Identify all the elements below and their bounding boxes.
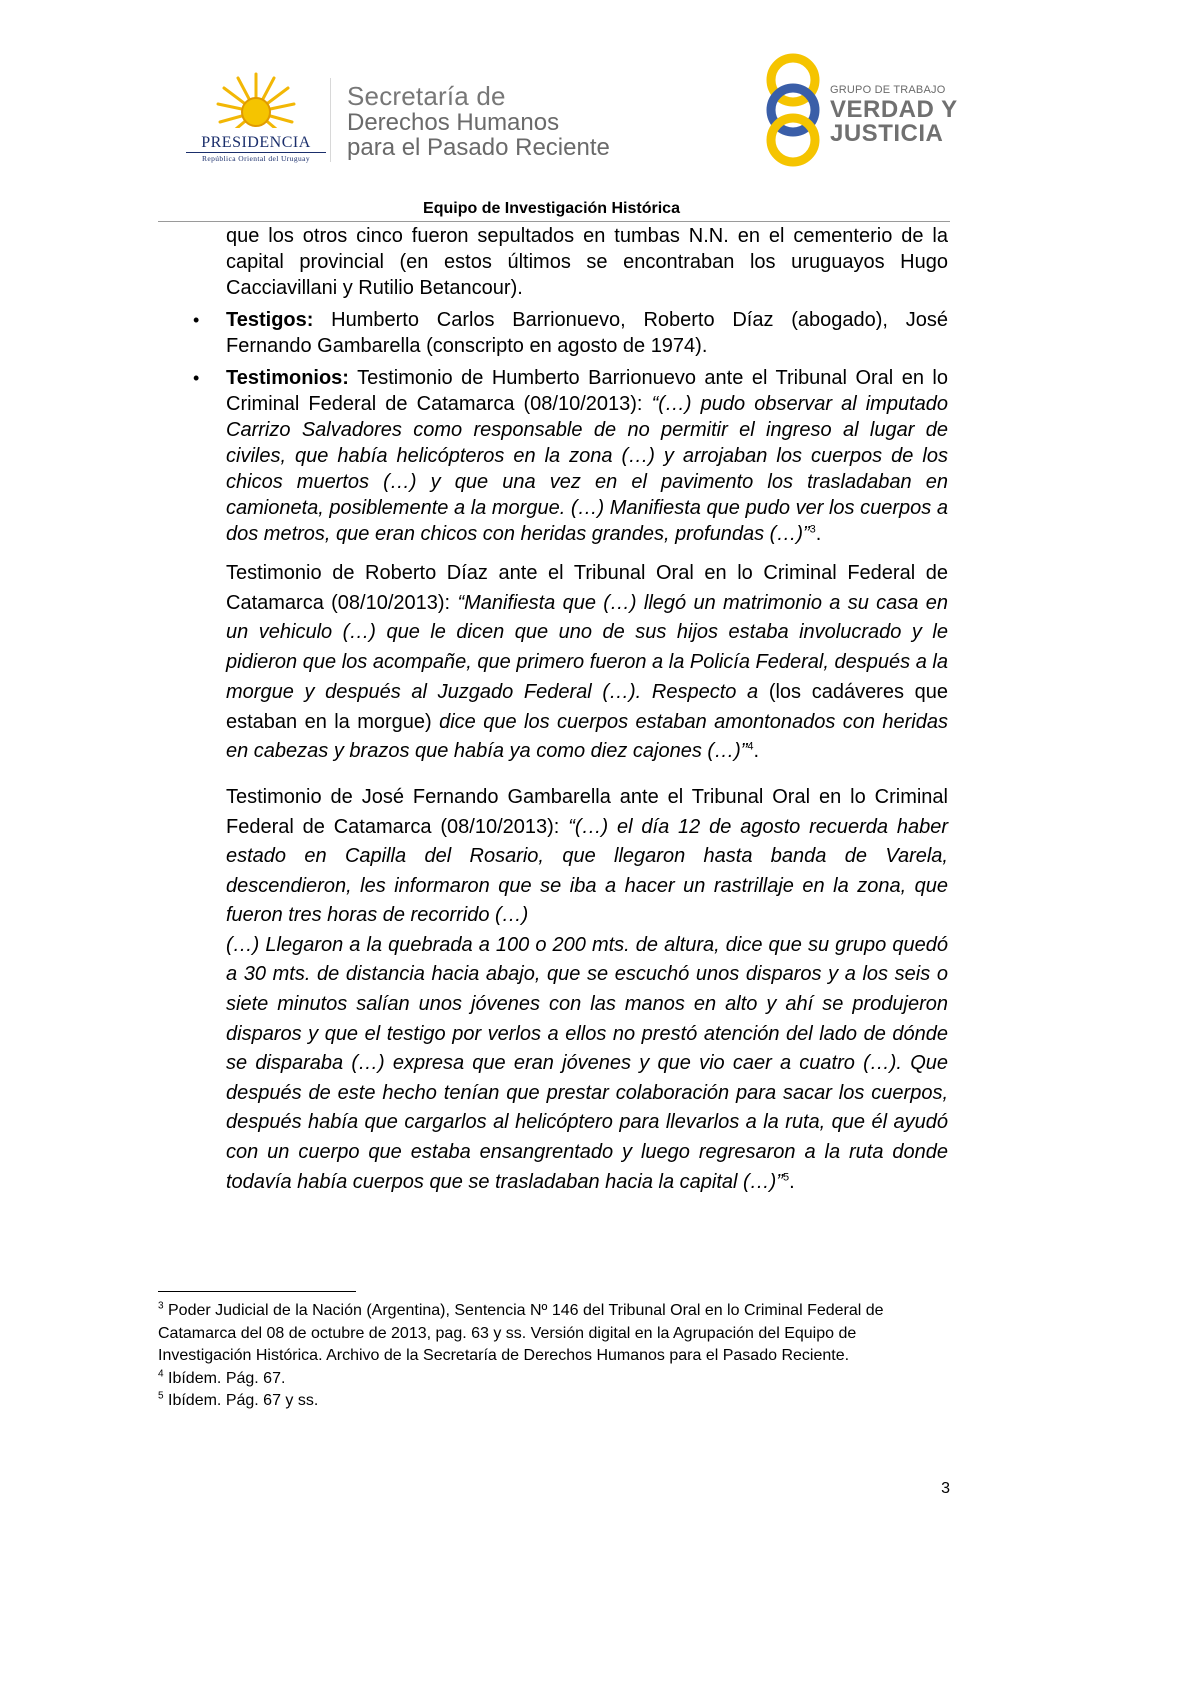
testigos-paragraph [226,307,948,359]
gambarella-quote-part2: (…) Llegaron a la quebrada a 100 o 200 mts. de altura, dice que su grupo quedó a 30 mts. de distancia hacia abajo, que se escuchó unos disparos y a los seis o siete minutos salían unos jóvenes con las manos en alto y ahí se produjeron disparos y que el testigo por verlos a ellos no prestó atención del lado de dónde se disparaba (…) expresa que eran jóvenes y que vio caer a cuatro (…). Que después de este hecho tenían que prestar colaboración para sacar los cuerpos, después había que cargarlos al helicóptero para llevarlos a la ruta, que él ayudó con un cuerpo que estaba ensangrentado y luego regresaron a la ruta donde todavía había cuerpos que se trasladaban hacia la capital (…)” [226,933,948,1193]
list-item-testimonios [193,365,949,547]
footnote-text: Poder Judicial de la Nación (Argentina), Sentencia Nº 146 del Tribunal Oral en lo Criminal Federal de Catamarca del 08 de octubre de 2013, pag. 63 y ss. Versión digital en la Agrupación del Equipo de Investigación Histórica. Archivo de la Secretaría de Derechos Humanos para el Pasado Reciente. [158,1302,884,1364]
presidencia-title: PRESIDENCIA [201,134,311,151]
page-header [0,0,1103,230]
interlocked-rings-icon [760,52,826,168]
secretaria-line-3: para el Pasado Reciente [347,134,610,161]
footnotes [158,1300,948,1413]
justicia-label: JUSTICIA [830,120,944,147]
testimonios-intro: Testimonio de Humberto Barrionuevo ante el Tribunal Oral en lo Criminal Federal de Catamarca (08/10/2013): [226,367,948,415]
testimonios-label: Testimonios: [226,367,349,389]
secretaria-logo-text [347,82,610,160]
testigos-text: Humberto Carlos Barrionuevo, Roberto Díaz (abogado), José Fernando Gambarella (conscripto en agosto de 1974). [226,309,948,357]
footnote-ref-4: 4 [747,740,754,753]
diaz-intro: Testimonio de Roberto Díaz ante el Tribunal Oral en lo Criminal Federal de Catamarca (08/10/2013): [226,562,948,614]
secretaria-line-1: Secretaría de [347,81,506,111]
page-number: 3 [941,1480,950,1497]
header-rule [158,221,950,222]
diaz-quote-part1: “Manifiesta que (…) llegó un matrimonio a su casa en un vehiculo (…) que le dicen que uno de sus hijos estaba involucrado y le pidieron que los acompañe, que primero fueron a la Policía Federal, después a la morgue y después al Juzgado Federal (…). Respecto a [226,591,948,703]
list-item-testigos [193,307,948,359]
gambarella-intro: Testimonio de José Fernando Gambarella ante el Tribunal Oral en lo Criminal Federal de Catamarca (08/10/2013): [226,785,948,838]
presidencia-rule [186,152,326,153]
end-period: . [753,740,760,763]
sun-emblem-icon [216,72,296,138]
testimonios-paragraph [226,365,948,547]
footnote-ref-5: 5 [783,1170,790,1183]
diaz-quote-part2: dice que los cuerpos estaban amontonados con heridas en cabezas y brazos que había ya como diez cajones (…)” [226,710,948,763]
footnote [158,1390,948,1413]
verdad-label: VERDAD Y [830,96,958,123]
presidencia-subtitle: República Oriental del Uruguay [201,154,310,163]
footnote-text: Ibídem. Pág. 67. [163,1369,286,1387]
grupo-trabajo-label: GRUPO DE TRABAJO [830,84,946,96]
diaz-testimony-paragraph [226,559,948,767]
team-title: Equipo de Investigación Histórica [423,200,680,217]
footnote-number: 5 [158,1390,164,1402]
gambarella-testimony-paragraph [226,783,948,1197]
testigos-label: Testigos: [226,309,314,331]
main-content [193,223,949,1197]
footnote [158,1300,948,1368]
footnote-number: 3 [158,1300,164,1312]
secretaria-line-2: Derechos Humanos [347,109,560,136]
end-period: . [789,1170,795,1193]
testimonios-quote: “(…) pudo observar al imputado Carrizo Salvadores como responsable de no permitir el ingreso al lugar de civiles, que había helicópteros en la zona (…) y arrojaban los cuerpos de los chicos muertos (…) y que una vez en el pavimento los trasladaban en camioneta, posiblemente a la morgue. (…) Manifiesta que pudo ver los cuerpos a dos metros, que eran chicos con heridas grandes, profundas (…)” [226,393,949,545]
verdad-justicia-logo [760,52,960,172]
footnote-ref-3: 3 [809,523,816,536]
footnote-separator [158,1291,356,1292]
footnote-number: 4 [158,1368,164,1380]
presidencia-logo [180,72,332,172]
end-period: . [815,523,822,545]
continuation-paragraph: que los otros cinco fueron sepultados en tumbas N.N. en el cementerio de la capital provincial (en estos últimos se encontraban los uruguayos Hugo Cacciavillani y Rutilio Betancour). [226,225,948,299]
bullet-icon: • [193,368,200,388]
header-divider [330,78,331,162]
diaz-plain-note: (los cadáveres que estaban en la morgue) [226,680,948,733]
footnote [158,1368,948,1391]
footnote-text: Ibídem. Pág. 67 y ss. [163,1392,319,1409]
gambarella-quote-part1: “(…) el día 12 de agosto recuerda haber estado en Capilla del Rosario, que llegaron hasta banda de Varela, descendieron, les informaron que se iba a hacer un rastrillaje en la zona, que fueron tres horas de recorrido (…) [226,815,949,927]
bullet-icon: • [193,310,200,330]
